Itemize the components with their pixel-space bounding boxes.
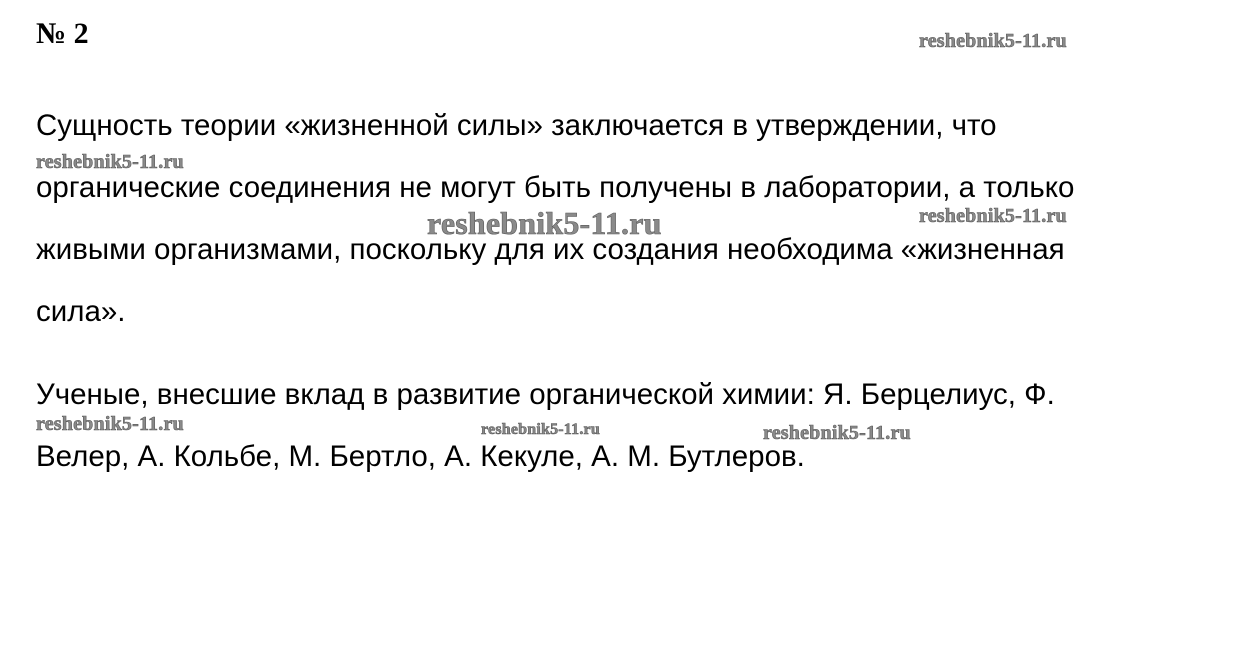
text-line: Сущность теории «жизненной силы» заключается в утверждении, что [36,109,997,142]
watermark-text: reshebnik5-11.ru [919,205,1067,227]
task-number: № 2 [36,17,89,50]
text-line: Велер, А. Кольбе, М. Бертло, А. Кекуле, А. М. Бутлеров. [36,440,805,473]
watermark-text: reshebnik5-11.ru [36,413,184,435]
text-line: Ученые, внесшие вклад в развитие органической химии: Я. Берцелиус, Ф. [36,378,1055,411]
text-line: живыми организмами, поскольку для их создания необходима «жизненная [36,233,1065,266]
watermark-text: reshebnik5-11.ru [763,422,911,444]
watermark-text: reshebnik5-11.ru [36,151,184,173]
text-line: сила». [36,295,126,328]
text-line: органические соединения не могут быть получены в лаборатории, а только [36,171,1075,204]
watermark-text: reshebnik5-11.ru [481,421,600,438]
watermark-text: reshebnik5-11.ru [427,205,662,241]
watermark-text: reshebnik5-11.ru [919,30,1067,52]
